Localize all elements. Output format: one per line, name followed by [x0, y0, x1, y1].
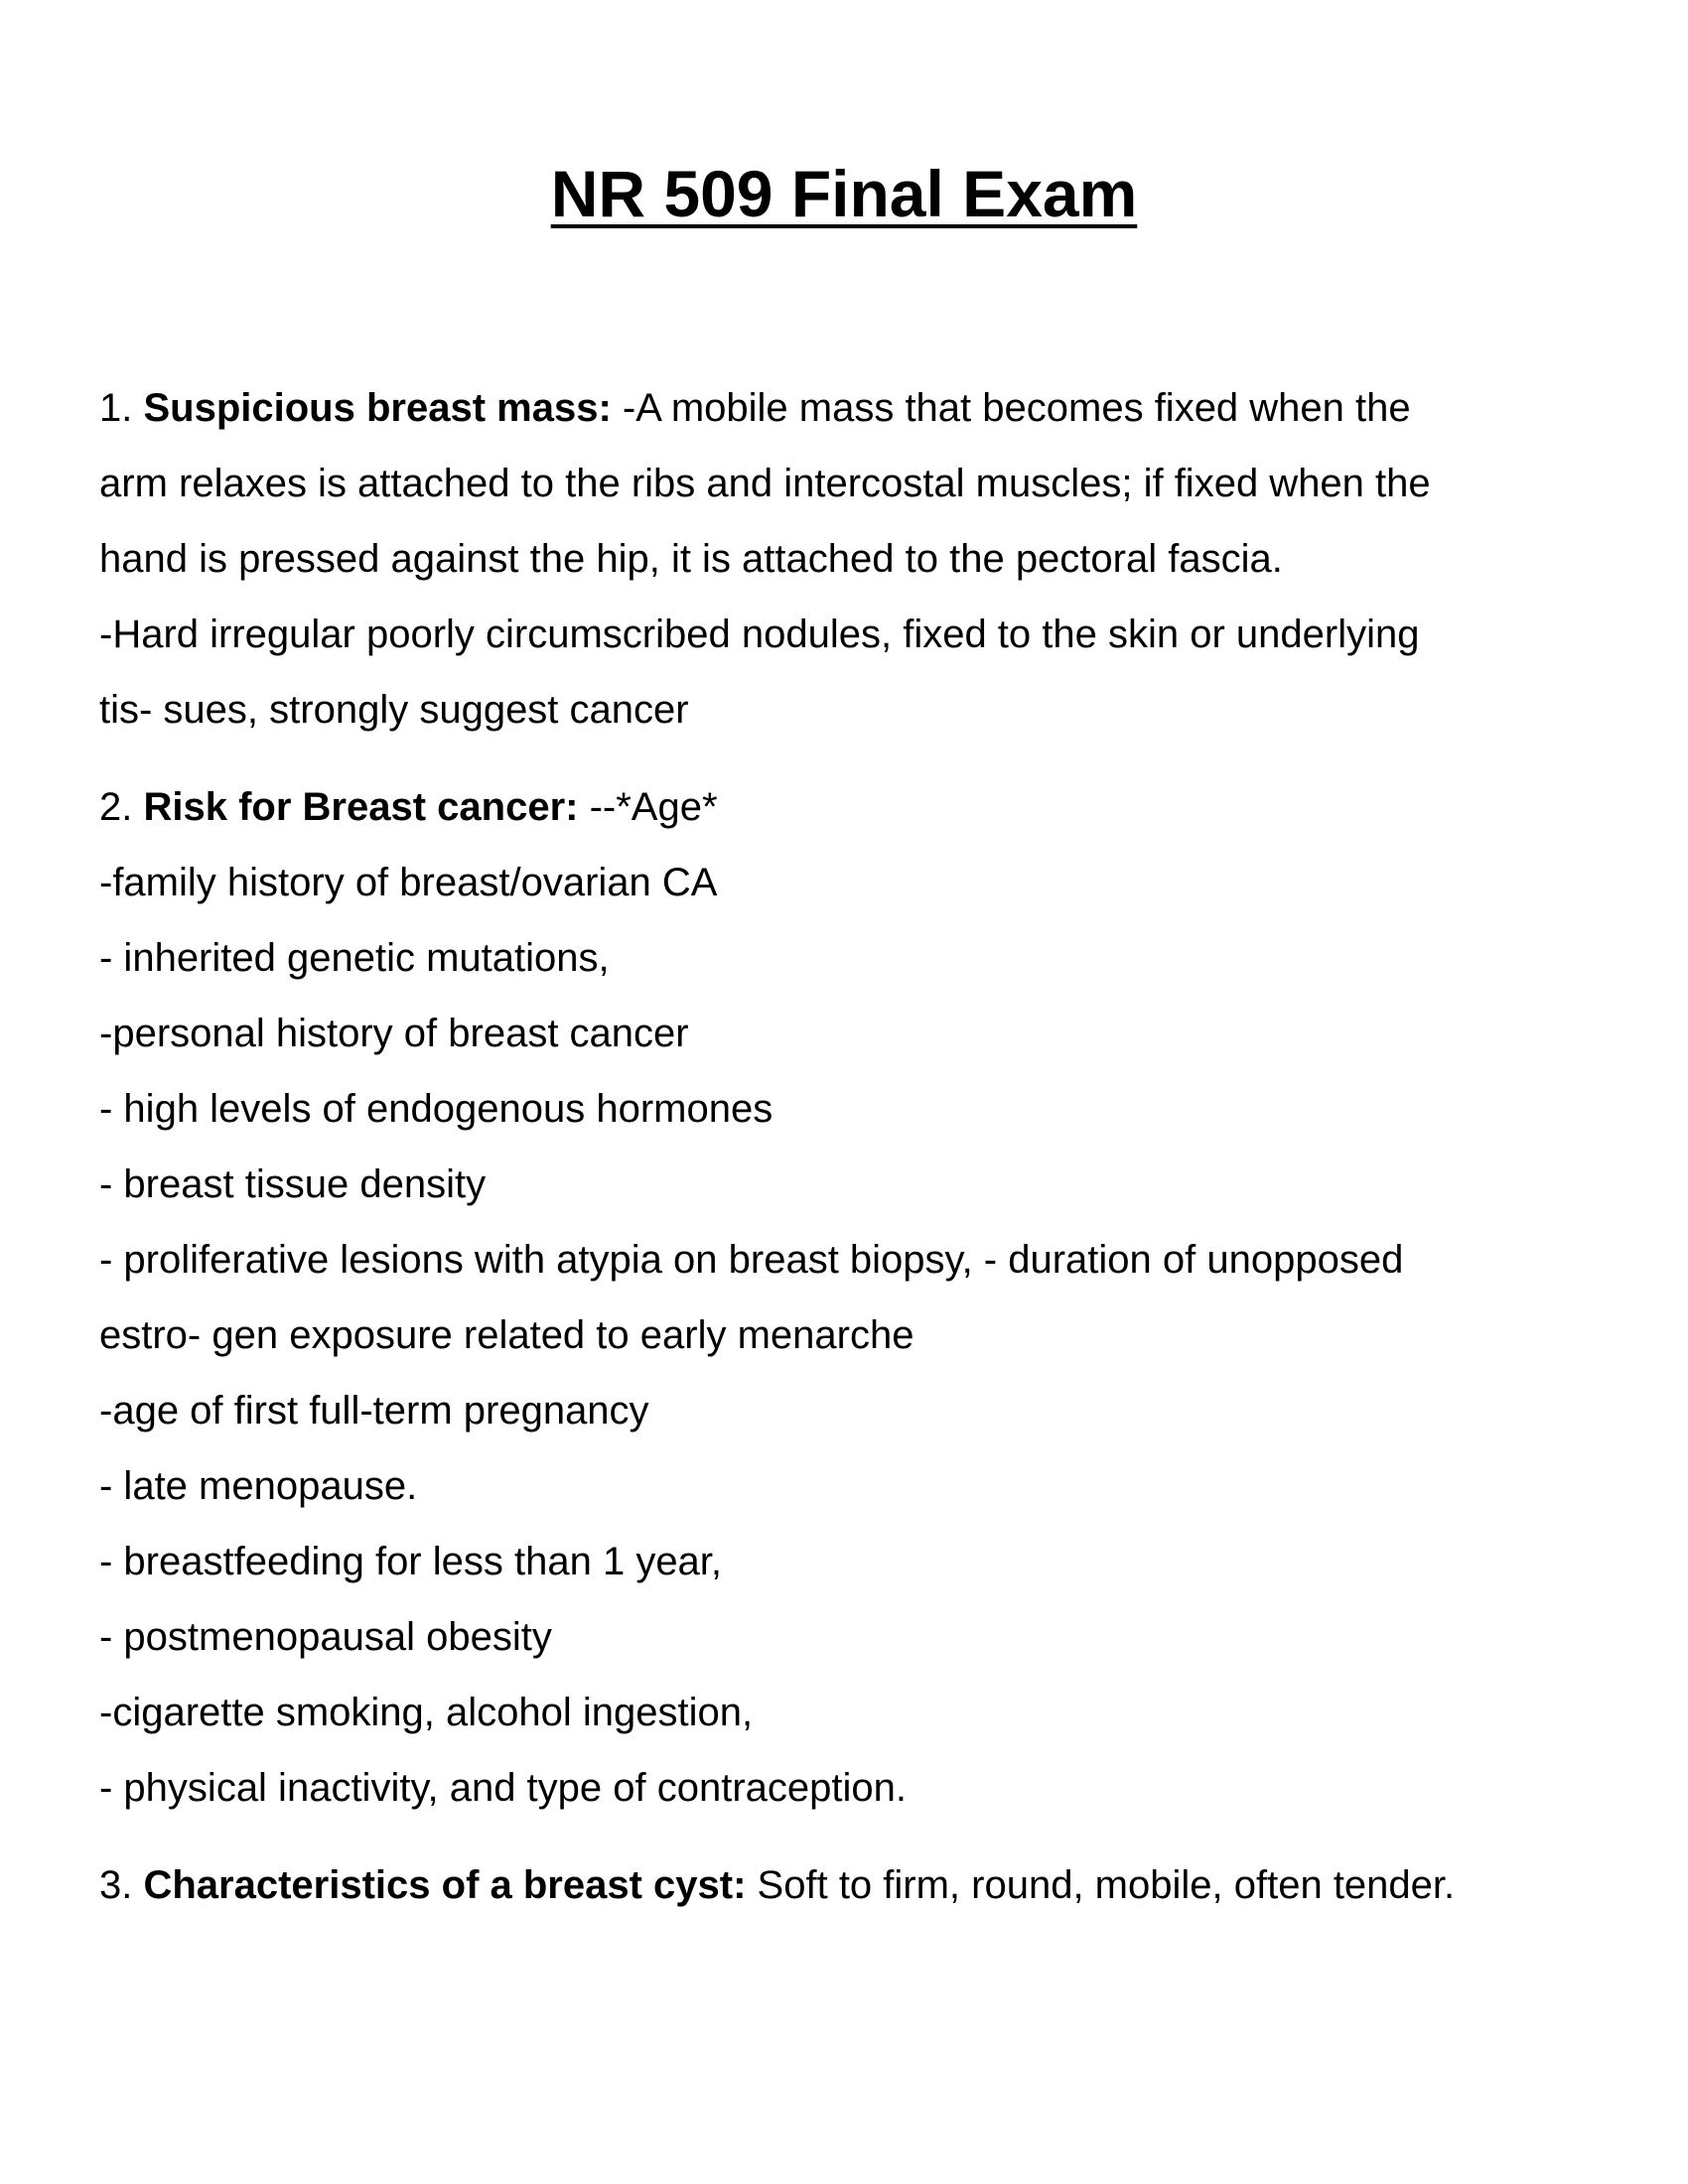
item-text-line: -family history of breast/ovarian CA [99, 861, 718, 904]
item-text-line: Soft to firm, round, mobile, often tender. [757, 1863, 1456, 1907]
item-number: 3. [99, 1863, 133, 1907]
list-item-3 [99, 1847, 1628, 1923]
item-text-line: estro- gen exposure related to early menarche [99, 1313, 914, 1357]
item-text-line: - breastfeeding for less than 1 year, [99, 1540, 723, 1583]
item-text-line: - high levels of endogenous hormones [99, 1087, 774, 1131]
item-text-line: -A mobile mass that becomes fixed when the [622, 386, 1411, 430]
list-item-1 [99, 370, 1628, 748]
item-text-line: -Hard irregular poorly circumscribed nodules, fixed to the skin or underlying [99, 613, 1420, 656]
item-label: Risk for Breast cancer: [143, 785, 579, 829]
item-text-line: - postmenopausal obesity [99, 1615, 552, 1659]
item-label: Characteristics of a breast cyst: [143, 1863, 747, 1907]
item-text-line: tis- sues, strongly suggest cancer [99, 688, 689, 732]
list-item-2 [99, 769, 1628, 1826]
item-text-line: --*Age* [589, 785, 718, 829]
item-number: 1. [99, 386, 133, 430]
item-text-line: -cigarette smoking, alcohol ingestion, [99, 1691, 754, 1734]
item-text-line: - inherited genetic mutations, [99, 936, 610, 980]
item-text-line: hand is pressed against the hip, it is attached to the pectoral fascia. [99, 537, 1283, 581]
item-number: 2. [99, 785, 133, 829]
item-text-line: - proliferative lesions with atypia on breast biopsy, - duration of unopposed [99, 1238, 1404, 1282]
item-text-line: - late menopause. [99, 1464, 418, 1508]
item-first-line [99, 769, 1628, 845]
item-text-line: arm relaxes is attached to the ribs and intercostal muscles; if fixed when the [99, 462, 1431, 505]
item-first-line [99, 1847, 1628, 1923]
page-title: NR 509 Final Exam [550, 157, 1138, 230]
item-label: Suspicious breast mass: [143, 386, 612, 430]
item-text-line: - physical inactivity, and type of contraception. [99, 1766, 908, 1810]
item-text-line: - breast tissue density [99, 1162, 487, 1206]
item-text-line: -age of first full-term pregnancy [99, 1389, 649, 1433]
item-text-line: -personal history of breast cancer [99, 1012, 689, 1055]
item-first-line [99, 370, 1628, 446]
document-body [99, 370, 1628, 1923]
